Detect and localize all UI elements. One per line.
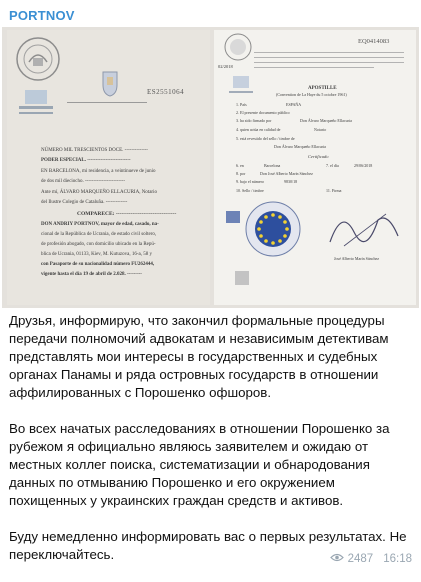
apostille-field: 11. Firma [326, 188, 342, 193]
apostille-field: 10. Sello / timbre [236, 188, 264, 193]
apostille-seal-stamp [220, 32, 256, 62]
apostille-field: Certificado [308, 154, 329, 159]
message-paragraph: Во всех начатых расследованиях в отношении Порошенко за рубежом я официально являюсь заявителем и ожидаю от местных коллег поиска, систематизации и обнародования данных по отмыванию Порошенко и его окружением похищенных у украинских граждан средств и активов. [9, 421, 390, 508]
post-meta [330, 553, 412, 565]
apostille-value: Notario [314, 127, 327, 132]
text-line [254, 57, 404, 58]
doc-line: DON ANDRIY PORTNOV, mayor de edad, casado, na- [41, 222, 159, 227]
doc-line: blica de Ucrania, 01133, Kiev, M. Kutuzova, 16-a, 58 y [41, 252, 152, 257]
apostille-title: APOSTILLE [308, 86, 337, 91]
apostille-value: 29/06/2018 [354, 163, 373, 168]
apostille-field: 7. el día [326, 163, 339, 168]
apostille-field: 8. por [236, 171, 246, 176]
notary-logo-stamp [15, 88, 57, 120]
views-eye-icon [330, 553, 344, 565]
views-count: 2487 [347, 553, 374, 565]
channel-name[interactable]: PORTNOV [9, 8, 75, 23]
apostille-number: 02/2018 [218, 64, 233, 69]
doc-line: COMPARECE: --------------------------------- [77, 211, 177, 217]
doc-line: cional de la República de Ucrania, de estado civil soltero, [41, 232, 157, 237]
apostille-subtitle: (Convention de La Haye du 5 octobre 1961) [276, 92, 347, 97]
small-stamp-icon [224, 208, 242, 226]
doc-line: de profesión abogado, con domicilio ubicado en la Repú- [41, 242, 156, 247]
text-line [254, 67, 374, 68]
doc-line: del Ilustre Colegio de Cataluña. ------------- [41, 200, 128, 205]
signature-mark [324, 202, 404, 252]
power-of-attorney-document [7, 30, 210, 305]
apostille-signer: José Alberto Marín Sánchez [334, 256, 379, 261]
apostille-document [214, 30, 416, 305]
post-photo[interactable] [2, 27, 419, 308]
message-paragraph: Друзья, информирую, что закончил формальные процедуры передачи полномочий адвокатам и независимым детективам представлять мои интересы в государственных и судебных органах Панамы и ряда островных государств в отношении аффилированных с Порошенко офшоров. [9, 313, 389, 400]
apostille-value: ESPAÑA [286, 102, 302, 107]
doc-line: EN BARCELONA, mi residencia, a veintinueve de junio [41, 169, 156, 174]
doc-line: PODER ESPECIAL. -------------------------- [41, 158, 131, 163]
notary-seal-stamp [15, 36, 61, 82]
apostille-field: 3. ha sido firmado por [236, 118, 272, 123]
corner-stamp-icon [232, 268, 252, 288]
apostille-value: 9830/18 [284, 179, 298, 184]
document-rule [67, 102, 147, 103]
apostille-serial: EQ0414083 [358, 38, 390, 45]
apostille-value: Don José Alberto Marín Sánchez [260, 171, 313, 176]
apostille-logo-stamp [226, 74, 256, 100]
coat-of-arms-icon [95, 68, 125, 98]
text-line [254, 62, 404, 63]
document-serial: ES2551064 [147, 88, 185, 96]
apostille-value: Don Álvaro Marqueño Ellacuria [274, 144, 326, 149]
apostille-value: Don Álvaro Marqueño Ellacuria [300, 118, 352, 123]
doc-line: vigente hasta el día 19 de abril de 2.028. --------- [41, 272, 142, 277]
doc-line: NÚMERO MIL TRESCIENTOS DOCE. -------------- [41, 148, 148, 153]
apostille-field: 2. El presente documento público [236, 110, 290, 115]
apostille-field: 6. en [236, 163, 244, 168]
apostille-field: 9. bajo el número [236, 179, 264, 184]
doc-line: de dos mil dieciocho. ------------------------ [41, 179, 125, 184]
text-line [254, 52, 404, 53]
post-time: 16:18 [383, 553, 412, 565]
apostille-field: 4. quien actúa en calidad de [236, 127, 281, 132]
doc-line: Ante mí, ÁLVARO MARQUEÑO ELLACURIA, Notario [41, 190, 157, 195]
message-paragraph: Буду немедленно информировать вас о первых результатах. Не переключайтесь. [9, 529, 407, 562]
message-text [9, 312, 413, 582]
apostille-field: 5. está revestido del sello / timbre de [236, 136, 295, 141]
apostille-value: Barcelona [264, 163, 281, 168]
apostille-field: 1. País [236, 102, 247, 107]
eu-stamp-icon [244, 200, 302, 258]
doc-line: con Pasaporte de su nacionalidad número FU262444, [41, 262, 155, 267]
